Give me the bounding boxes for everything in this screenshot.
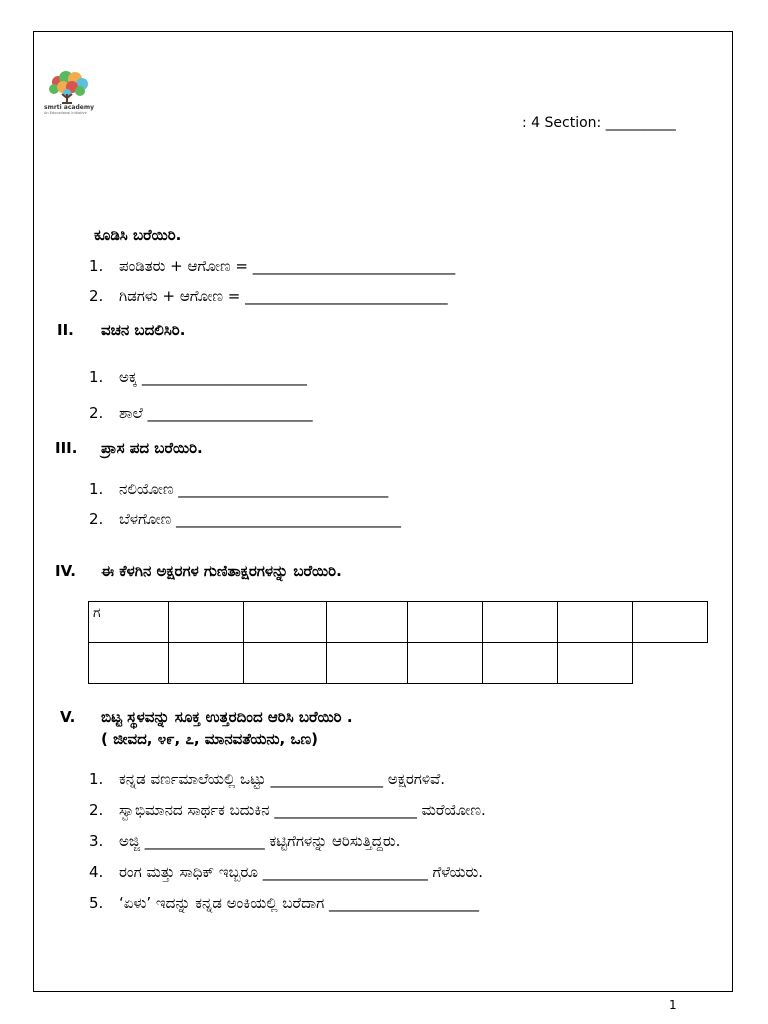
logo-subtitle: An Educational Initiative (44, 111, 87, 115)
q3-item-1 (89, 480, 388, 498)
section-field: : 4 Section: __________ (522, 115, 676, 131)
table-cell[interactable] (483, 643, 558, 684)
q5-options: ( ಜೀವದ, ೪೯, ೭, ಮಾನವತೆಯನು, ಒಣ) (101, 730, 319, 748)
item-text: ಅಜ್ಜಿ ________________ ಕಟ್ಟಿಗೆಗಳನ್ನು ಆರಿಸುತ್ತಿದ್ದರು. (119, 832, 401, 850)
q1-heading: ಕೂಡಿಸಿ ಬರೆಯಿರಿ. (94, 226, 182, 244)
q5-item-4 (89, 863, 483, 881)
q5-item-2 (89, 801, 486, 819)
table-cell[interactable] (244, 602, 327, 643)
table-cell[interactable] (89, 643, 169, 684)
item-number: 2. (89, 510, 104, 528)
table-cell-empty (633, 643, 708, 684)
table-cell[interactable] (408, 602, 483, 643)
q5-heading: ಬಿಟ್ಟ ಸ್ಥಳವನ್ನು ಸೂಕ್ತ ಉತ್ತರದಿಂದ ಆರಿಸಿ ಬರೆಯಿರಿ . (101, 708, 353, 726)
q4-roman: IV. (55, 562, 76, 580)
q3-item-2 (89, 510, 401, 528)
table-cell[interactable] (633, 602, 708, 643)
q5-item-1 (89, 770, 445, 788)
item-number: 1. (89, 368, 104, 386)
guniitakshara-table (88, 601, 708, 684)
table-cell[interactable] (169, 602, 244, 643)
q2-item-1 (89, 368, 307, 386)
q1-item-1 (89, 257, 455, 275)
q5-roman: V. (60, 708, 76, 726)
q3-roman: III. (55, 439, 78, 457)
item-number: 5. (89, 894, 104, 912)
table-cell[interactable] (327, 643, 408, 684)
table-cell[interactable] (408, 643, 483, 684)
item-number: 2. (89, 801, 104, 819)
q3-heading: ಪ್ರಾಸ ಪದ ಬರೆಯಿರಿ. (101, 439, 203, 457)
item-text: ಸ್ವಾಭಿಮಾನದ ಸಾರ್ಥಕ ಬದುಕಿನ ___________________ ಮರೆಯೋಣ. (119, 801, 486, 819)
item-number: 4. (89, 863, 104, 881)
item-text: ಕನ್ನಡ ವರ್ಣಮಾಲೆಯಲ್ಲಿ ಒಟ್ಟು _______________ ಅಕ್ಷರಗಳಿವೆ. (119, 770, 446, 788)
item-number: 3. (89, 832, 104, 850)
q2-item-2 (89, 404, 313, 422)
logo-text: smrti academy (44, 104, 94, 111)
item-number: 1. (89, 480, 104, 498)
table-cell[interactable] (558, 643, 633, 684)
item-number: 2. (89, 287, 104, 305)
table-cell[interactable] (89, 602, 169, 643)
item-text: ಗಿಡಗಳು + ಆಗೋಣ = ___________________________ (119, 287, 448, 305)
item-text: ರಂಗ ಮತ್ತು ಸಾಧಿಕ್ ಇಬ್ಬರೂ ______________________ ಗೆಳೆಯರು. (119, 863, 483, 881)
q2-heading: ವಚನ ಬದಲಿಸಿರಿ. (101, 321, 186, 339)
item-text: ಪಂಡಿತರು + ಆಗೋಣ = ___________________________ (119, 257, 456, 275)
item-number: 1. (89, 770, 104, 788)
table-cell[interactable] (558, 602, 633, 643)
table-cell[interactable] (327, 602, 408, 643)
item-number: 2. (89, 404, 104, 422)
q1-item-2 (89, 287, 448, 305)
item-text: ಬೆಳಗೋಣ ______________________________ (119, 510, 401, 528)
table-cell[interactable] (169, 643, 244, 684)
item-text: ‘ಏಳು’ ಇದನ್ನು ಕನ್ನಡ ಅಂಕಿಯಲ್ಲಿ ಬರೆದಾಗ ____________________ (119, 894, 479, 912)
item-text: ನಲಿಯೋಣ ____________________________ (119, 480, 389, 498)
q4-heading: ಈ ಕೆಳಗಿನ ಅಕ್ಷರಗಳ ಗುಣಿತಾಕ್ಷರಗಳನ್ನು ಬರೆಯಿರಿ. (101, 562, 342, 580)
table-row (89, 602, 708, 643)
table-cell[interactable] (244, 643, 327, 684)
table-cell[interactable] (483, 602, 558, 643)
q5-item-5 (89, 894, 479, 912)
table-row (89, 643, 708, 684)
item-number: 1. (89, 257, 104, 275)
page-number: 1 (669, 998, 677, 1012)
item-text: ಶಾಲೆ ______________________ (119, 404, 313, 422)
q5-item-3 (89, 832, 400, 850)
cell-letter: ಗ (93, 605, 101, 621)
item-text: ಅಕ್ಕ ______________________ (119, 368, 307, 386)
q2-roman: II. (57, 321, 74, 339)
